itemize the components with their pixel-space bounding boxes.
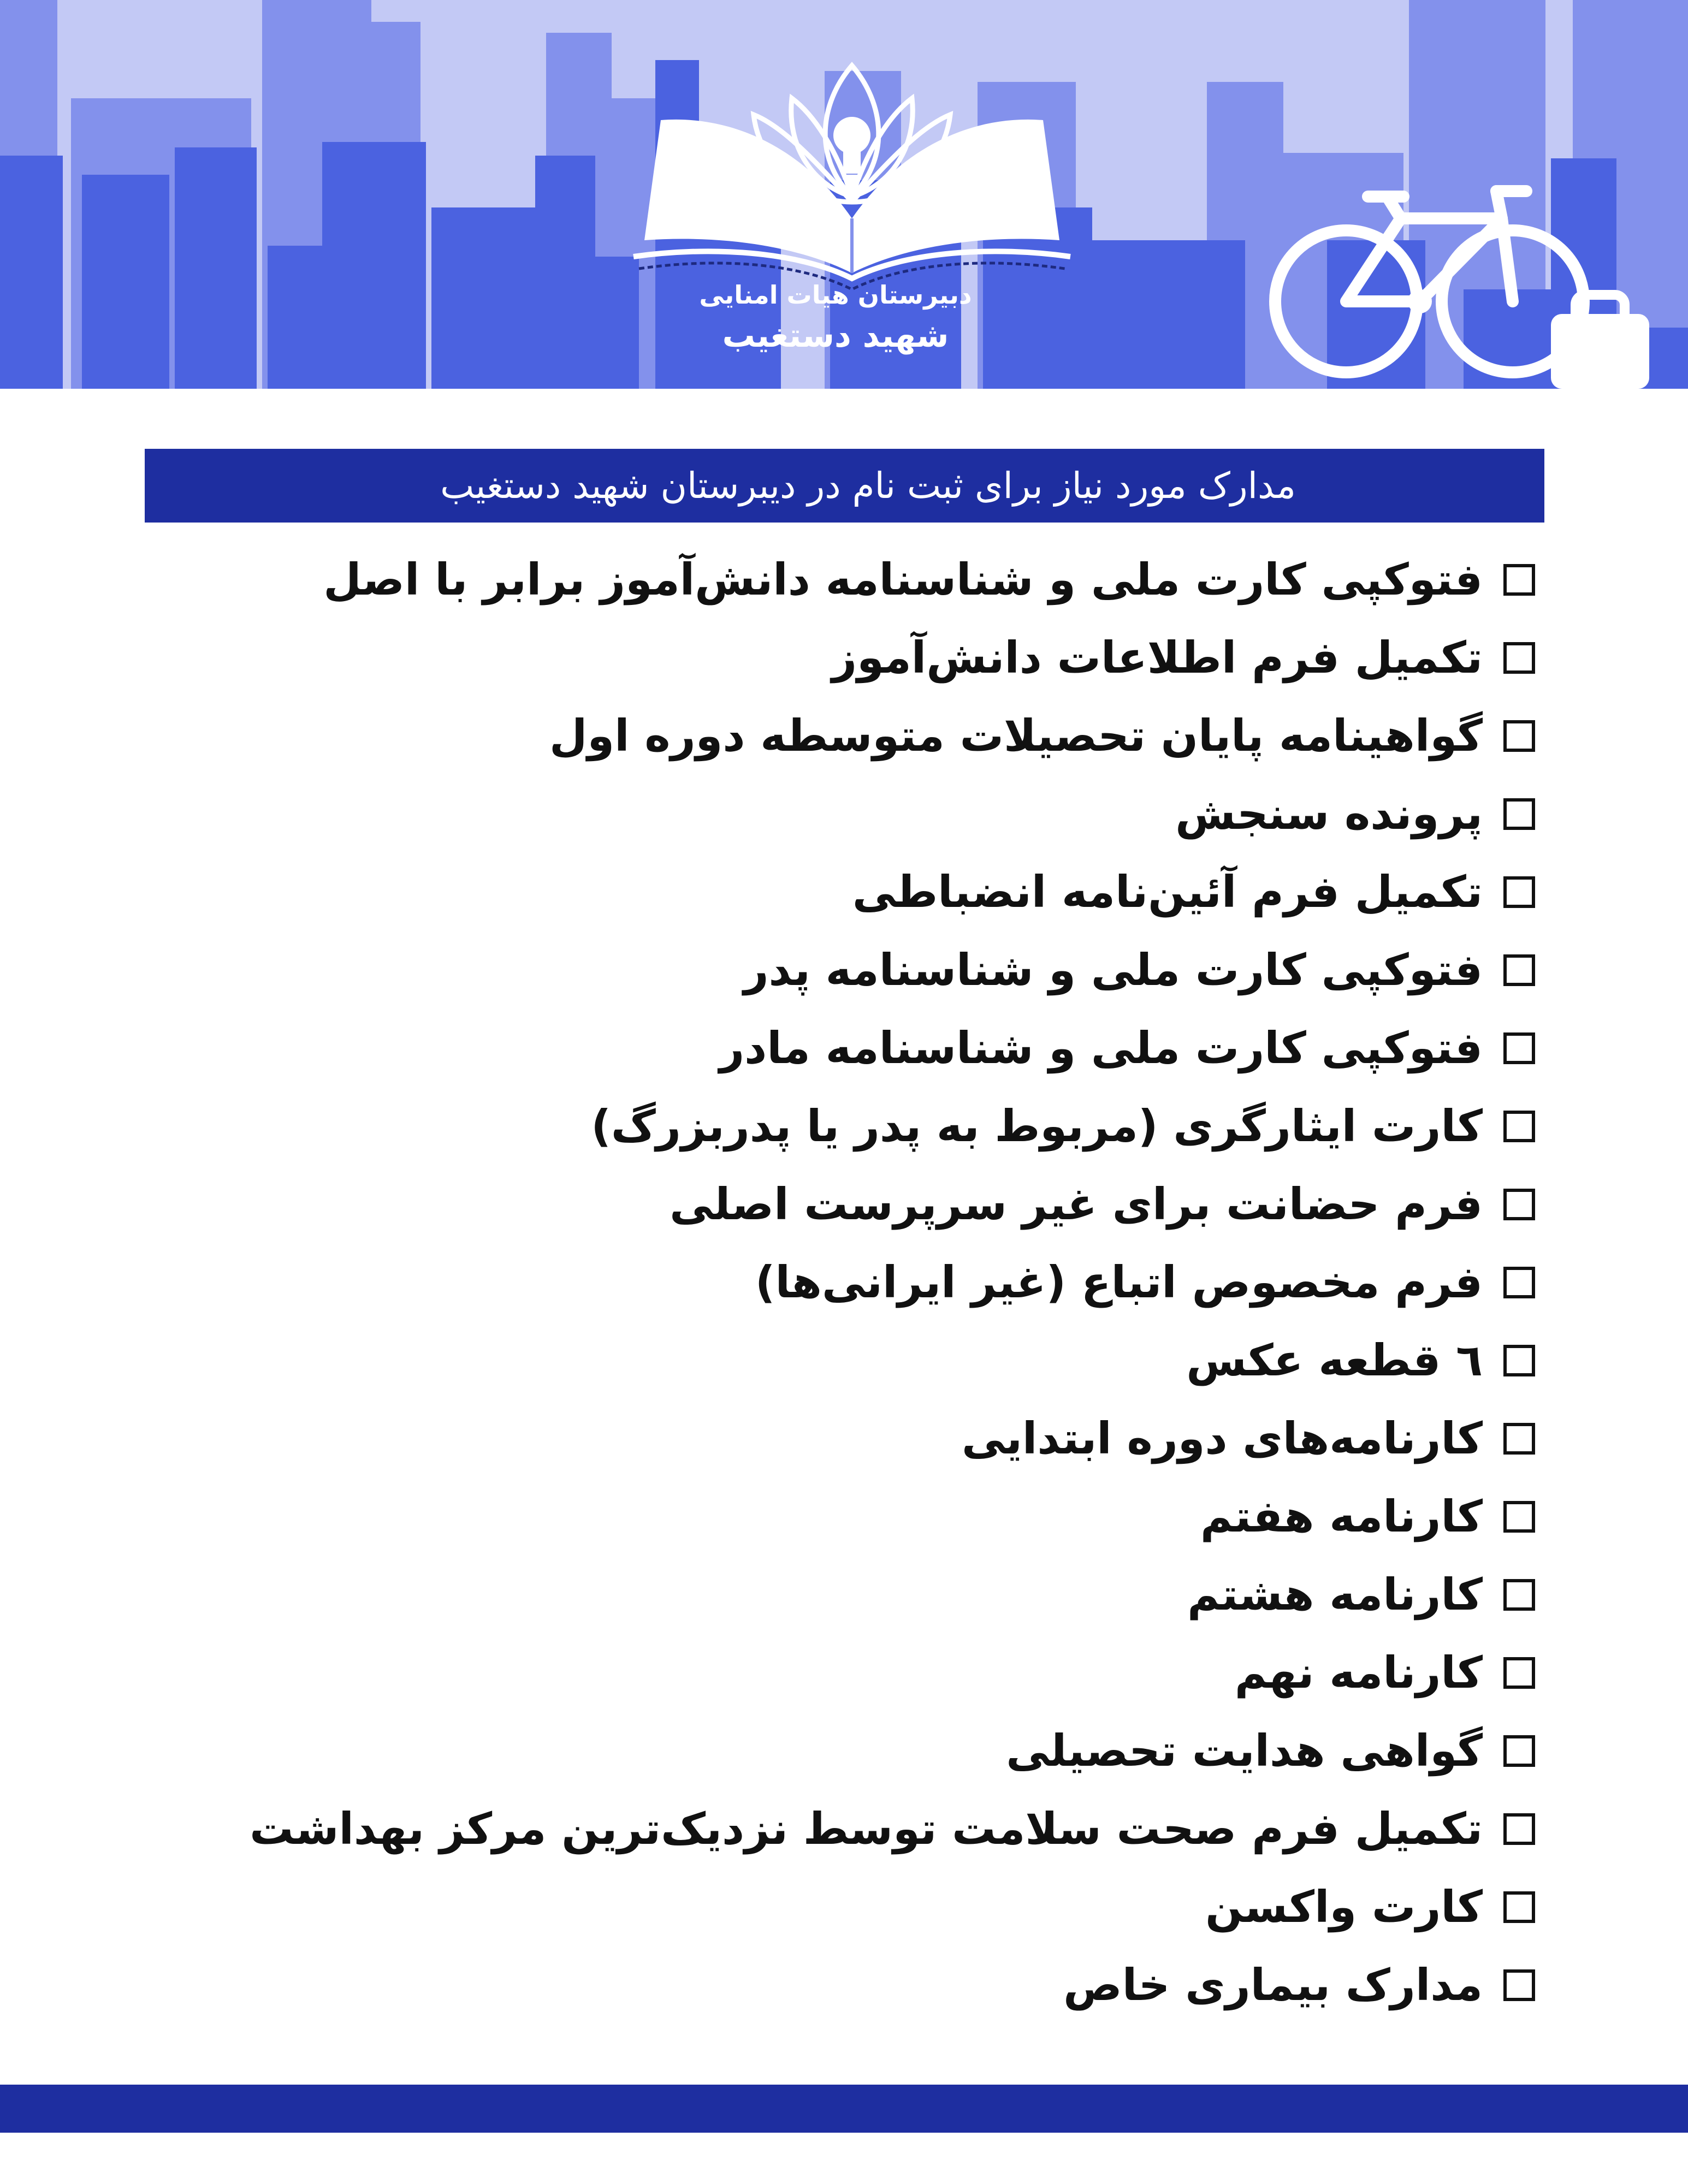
checklist-item <box>224 1009 1535 1087</box>
checklist-item <box>224 1556 1535 1634</box>
checklist-item <box>224 541 1535 619</box>
title-bar <box>145 449 1544 523</box>
checklist-item-label: گواهینامه پایان تحصیلات متوسطه دوره اول <box>549 710 1483 761</box>
checklist-item-label: گواهی هدایت تحصیلی <box>1006 1725 1483 1776</box>
school-logo <box>623 55 1081 295</box>
checkbox[interactable] <box>1503 720 1535 752</box>
checkbox[interactable] <box>1503 876 1535 908</box>
checklist-item-label: کارنامه‌های دوره ابتدایی <box>961 1413 1483 1464</box>
checklist-item-label: ٦ قطعه عکس <box>1186 1335 1483 1386</box>
checkbox[interactable] <box>1503 1423 1535 1455</box>
checklist-item-label: مدارک بیماری خاص <box>1063 1960 1483 2010</box>
checkbox[interactable] <box>1503 1345 1535 1376</box>
checkbox[interactable] <box>1503 1579 1535 1611</box>
checkbox[interactable] <box>1503 564 1535 596</box>
checklist-item-label: فرم مخصوص اتباع (غیر ایرانی‌ها) <box>755 1257 1483 1308</box>
header-banner <box>0 0 1688 389</box>
footer-bar <box>0 2085 1688 2133</box>
checklist-item-label: کارت واکسن <box>1205 1882 1483 1932</box>
checkbox[interactable] <box>1503 1032 1535 1064</box>
checklist-item <box>224 1243 1535 1321</box>
checklist-item-label: فتوکپی کارت ملی و شناسنامه مادر <box>719 1023 1483 1073</box>
checkbox[interactable] <box>1503 1891 1535 1923</box>
checklist-item-label: فتوکپی کارت ملی و شناسنامه دانش‌آموز برابر با اصل <box>323 554 1483 605</box>
checkbox[interactable] <box>1503 1267 1535 1298</box>
checklist-item-label: کارت ایثارگری (مربوط به پدر یا پدربزرگ) <box>591 1101 1483 1152</box>
checklist-item <box>224 619 1535 697</box>
checklist-item <box>224 1790 1535 1868</box>
checkbox[interactable] <box>1503 1657 1535 1689</box>
checklist-item-label: کارنامه نهم <box>1234 1647 1483 1698</box>
page-title: مدارک مورد نیاز برای ثبت نام در دیبرستان شهید دستغیب <box>440 465 1296 507</box>
checklist-item-label: فتوکپی کارت ملی و شناسنامه پدر <box>743 945 1483 995</box>
checklist-item <box>224 697 1535 775</box>
bag-icon <box>1545 284 1655 389</box>
checklist-item <box>224 1165 1535 1243</box>
checklist-item <box>224 1868 1535 1946</box>
checklist-item-label: تکمیل فرم صحت سلامت توسط نزدیک‌ترین مرکز بهداشت <box>250 1803 1483 1854</box>
checklist-item-label: کارنامه هفتم <box>1200 1491 1483 1542</box>
checklist-item <box>224 1712 1535 1790</box>
checklist-item <box>224 1634 1535 1712</box>
checkbox[interactable] <box>1503 954 1535 986</box>
checkbox[interactable] <box>1503 1735 1535 1767</box>
logo-school-name-line2: شهید دستغیب <box>722 317 949 355</box>
checklist-item <box>224 1477 1535 1556</box>
checklist-item-label: فرم حضانت برای غیر سرپرست اصلی <box>670 1179 1483 1230</box>
checklist-item-label: تکمیل فرم اطلاعات دانش‌آموز <box>832 632 1483 683</box>
checklist-item <box>224 1946 1535 2024</box>
checkbox[interactable] <box>1503 798 1535 830</box>
checkbox[interactable] <box>1503 642 1535 674</box>
checklist-item-label: پرونده سنجش <box>1175 788 1483 839</box>
checklist-item <box>224 1087 1535 1165</box>
checkbox[interactable] <box>1503 1189 1535 1220</box>
checklist-item-label: کارنامه هشتم <box>1187 1569 1483 1620</box>
requirements-checklist <box>224 541 1535 2024</box>
checklist-item <box>224 1321 1535 1399</box>
checklist-item <box>224 931 1535 1009</box>
checklist-item <box>224 775 1535 853</box>
checklist-item <box>224 1399 1535 1477</box>
checkbox[interactable] <box>1503 1813 1535 1845</box>
checklist-item-label: تکمیل فرم آئین‌نامه انضباطی <box>852 867 1483 917</box>
checkbox[interactable] <box>1503 1111 1535 1142</box>
checkbox[interactable] <box>1503 1501 1535 1533</box>
checkbox[interactable] <box>1503 1969 1535 2001</box>
logo-school-name <box>633 276 1038 358</box>
logo-school-name-line1: دبیرستان هیات امنایی <box>699 280 972 310</box>
checklist-item <box>224 853 1535 931</box>
